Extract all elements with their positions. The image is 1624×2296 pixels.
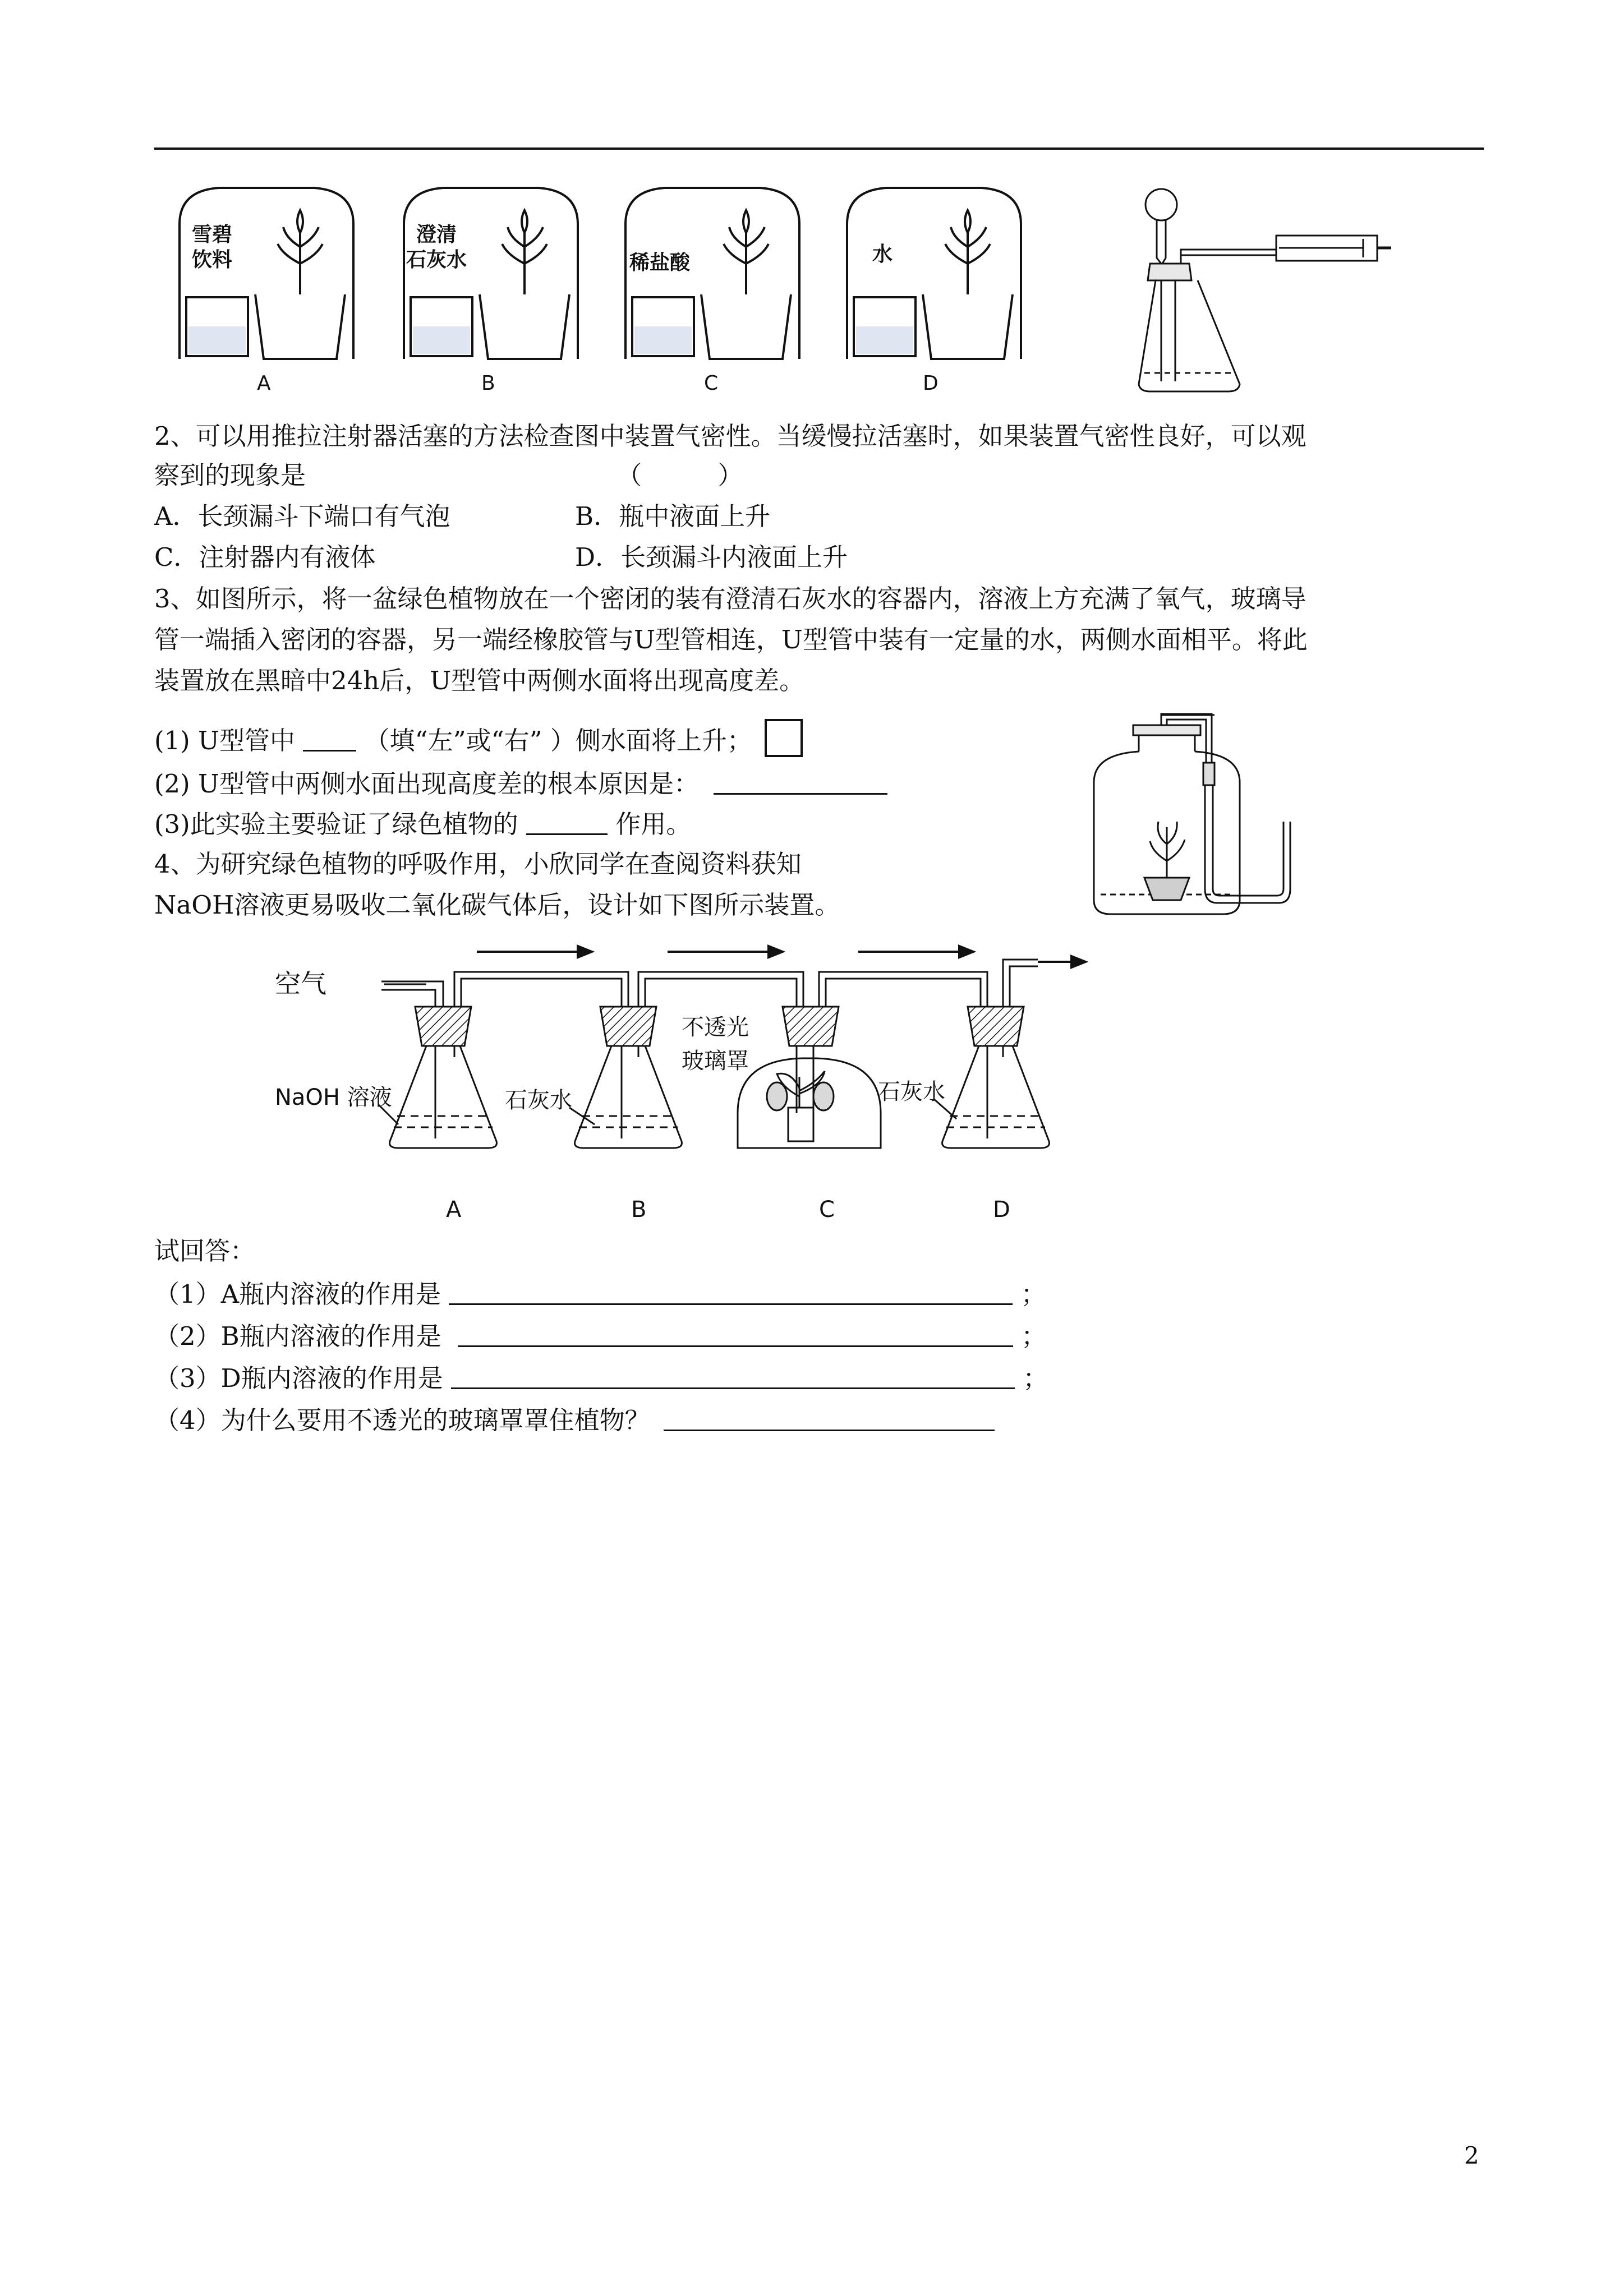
- q3-sub-3-a: (3)此实验主要验证了绿色植物的: [154, 809, 518, 839]
- q3-blank-2[interactable]: [714, 768, 887, 795]
- inlet-label: 空气: [275, 969, 326, 999]
- q4-answer-4-text: （4）为什么要用不透光的玻璃罩罩住植物？: [154, 1405, 650, 1435]
- q4-line-2: NaOH溶液更易吸收二氧化碳气体后，设计如下图所示装置。: [154, 890, 840, 920]
- flask-label-c: C: [819, 1197, 835, 1223]
- flask-label-a: A: [446, 1197, 462, 1223]
- q4-blank-2[interactable]: [458, 1321, 1013, 1347]
- q3-sub-2: [154, 768, 887, 799]
- q4-semicolon-3: ；: [1023, 1363, 1048, 1393]
- flask-d: [942, 1007, 1050, 1148]
- q4-prompt: 试回答：: [154, 1236, 256, 1266]
- q2-option-a: A．长颈漏斗下端口有气泡: [154, 501, 450, 531]
- q3-sub-1-b: （填“左”或“右” ）侧水面将上升；: [364, 726, 752, 755]
- header-rule: [154, 147, 1484, 150]
- q4-semicolon-2: ；: [1021, 1321, 1047, 1351]
- q2-answer-paren: （ ）: [617, 460, 743, 490]
- figure-sealed-jar-u-tube: [1088, 709, 1436, 923]
- q3-blank-3[interactable]: [526, 809, 608, 835]
- page-number: 2: [1464, 2142, 1479, 2169]
- q4-answer-3: [154, 1363, 1048, 1393]
- bell-jar-b: [404, 188, 578, 359]
- q4-blank-3[interactable]: [451, 1363, 1015, 1389]
- q4-answer-2-text: （2）B瓶内溶液的作用是: [154, 1321, 441, 1351]
- solution-label-a: NaOH 溶液: [275, 1085, 392, 1110]
- q3-line-1: 3、如图所示，将一盆绿色植物放在一个密闭的装有澄清石灰水的容器内，溶液上方充满了氧气，玻璃导: [154, 584, 1306, 614]
- panel-label-d: D: [923, 372, 938, 395]
- q4-answer-3-text: （3）D瓶内溶液的作用是: [154, 1363, 443, 1393]
- q3-sub-2-text: (2) U型管中两侧水面出现高度差的根本原因是：: [154, 769, 699, 799]
- q3-blank-1[interactable]: [303, 725, 356, 751]
- q3-sub-1-a: (1) U型管中: [154, 726, 295, 755]
- bottle-label-a-1: 雪碧: [192, 223, 233, 246]
- bell-jar-a: [180, 188, 353, 359]
- bottle-label-d-1: 水: [872, 243, 893, 266]
- flask-c: [738, 1007, 881, 1148]
- bottle-label-a-2: 饮料: [192, 248, 233, 271]
- figure-respiration-apparatus: [264, 928, 1105, 1231]
- cover-label-2: 玻璃罩: [682, 1048, 749, 1074]
- q2-line-1: 2、可以用推拉注射器活塞的方法检查图中装置气密性。当缓慢拉活塞时，如果装置气密性良好，可以观: [154, 421, 1306, 451]
- q4-line-1: 4、为研究绿色植物的呼吸作用，小欣同学在查阅资料获知: [154, 849, 802, 879]
- flask-label-d: D: [993, 1197, 1010, 1223]
- q2-option-b: B．瓶中液面上升: [575, 501, 771, 531]
- q4-semicolon-1: ；: [1020, 1279, 1046, 1309]
- bell-jar-d: [847, 188, 1021, 359]
- q4-answer-2: [154, 1321, 1046, 1351]
- q4-answer-1: [154, 1279, 1046, 1309]
- panel-label-a: A: [257, 372, 271, 395]
- q4-answer-1-text: （1）A瓶内溶液的作用是: [154, 1279, 441, 1309]
- q4-blank-1[interactable]: [449, 1279, 1013, 1305]
- panel-label-c: C: [704, 372, 719, 395]
- flask-b: [575, 1007, 682, 1148]
- q2-option-d: D．长颈漏斗内液面上升: [575, 542, 848, 572]
- q2-line-2: [154, 461, 743, 490]
- figure-syringe-flask: [1128, 179, 1397, 404]
- solution-label-b: 石灰水: [505, 1087, 572, 1113]
- q4-answer-4: [154, 1405, 995, 1435]
- flask-a: [390, 1007, 497, 1148]
- q3-line-3: 装置放在黑暗中24h后，U型管中两侧水面将出现高度差。: [154, 666, 805, 695]
- q2-line-2-text: 察到的现象是: [154, 460, 306, 490]
- q2-option-c: C．注射器内有液体: [154, 542, 376, 572]
- bottle-label-b-2: 石灰水: [406, 248, 467, 271]
- bottle-label-b-1: 澄清: [416, 223, 457, 246]
- q3-sub-3: [154, 809, 691, 839]
- solution-label-d: 石灰水: [878, 1079, 945, 1105]
- q3-checkbox[interactable]: [765, 719, 803, 757]
- q3-line-2: 管一端插入密闭的容器，另一端经橡胶管与U型管相连，U型管中装有一定量的水，两侧水面相平。将此: [154, 625, 1308, 654]
- q3-sub-1: [154, 719, 803, 757]
- q4-blank-4[interactable]: [664, 1405, 995, 1431]
- q3-sub-3-b: 作用。: [615, 809, 692, 839]
- bottle-label-c-1: 稀盐酸: [629, 251, 691, 274]
- flask-label-b: B: [631, 1197, 647, 1223]
- figure-bell-jars: [168, 179, 1066, 398]
- cover-label-1: 不透光: [682, 1015, 749, 1040]
- panel-label-b: B: [481, 372, 495, 395]
